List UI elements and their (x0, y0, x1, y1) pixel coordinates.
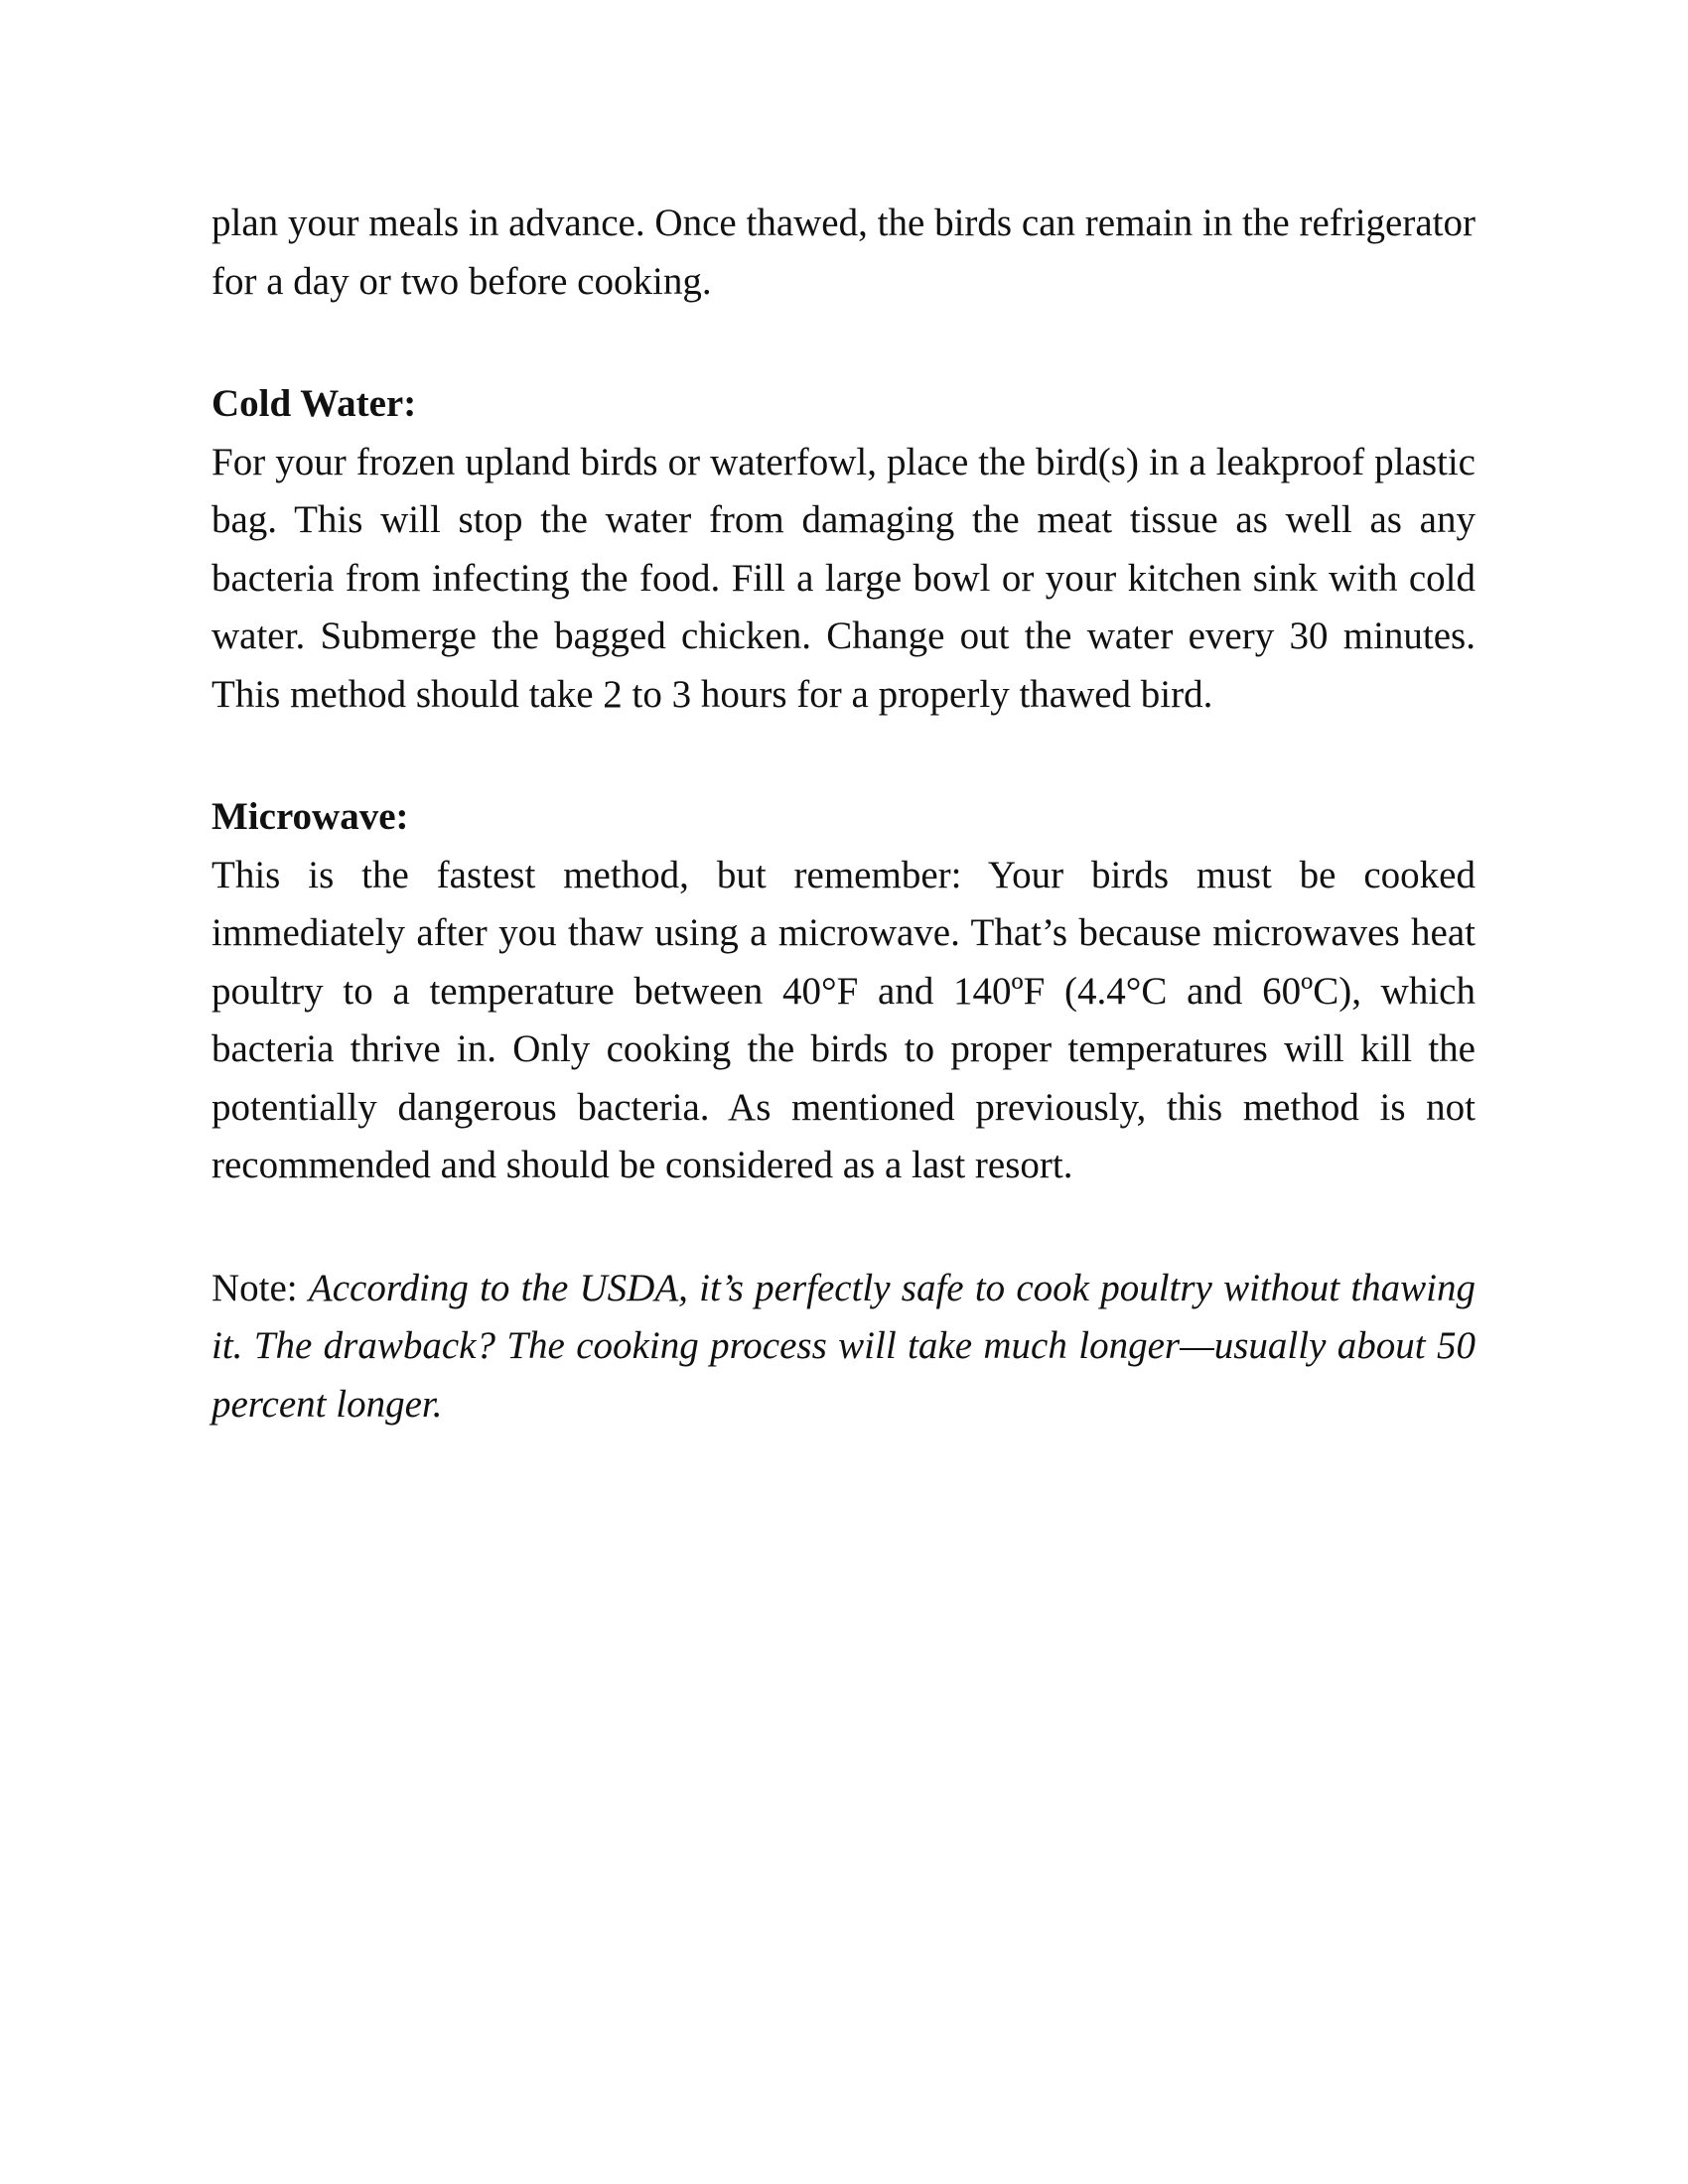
section-spacer (211, 311, 1476, 375)
section-spacer (211, 1195, 1476, 1260)
intro-paragraph: plan your meals in advance. Once thawed, the birds can remain in the refrigerator for a day or two before cooking. (211, 202, 1476, 303)
cold-water-paragraph: For your frozen upland birds or waterfowl, place the bird(s) in a leakproof plastic bag. This will stop the water from damaging the meat tissue as well as any bacteria from infecting the food. Fill a large bowl or your kitchen sink with cold water. Submerge the bagged chicken. Change out the water every 30 minutes. This method should take 2 to 3 hours for a properly thawed bird. (211, 440, 1476, 716)
note-label: Note: (211, 1266, 298, 1309)
microwave-heading: Microwave: (211, 795, 409, 838)
microwave-paragraph: This is the fastest method, but remember: Your birds must be cooked immediately after you thaw using a microwave. That’s because microwaves heat poultry to a temperature between 40°F and 140ºF (4.4°C and 60ºC), which bacteria thrive in. Only cooking the birds to proper temperatures will kill the potentially dangerous bacteria. As mentioned previously, this method is not recommended and should be considered as a last resort. (211, 853, 1476, 1186)
section-spacer (211, 724, 1476, 788)
cold-water-heading: Cold Water: (211, 382, 417, 425)
note-text: According to the USDA, it’s perfectly safe to cook poultry without thawing it. The drawback? The cooking process will take much longer—usually about 50 percent longer. (211, 1266, 1477, 1426)
note-paragraph (211, 1260, 1476, 1434)
document-page (211, 195, 1476, 1433)
